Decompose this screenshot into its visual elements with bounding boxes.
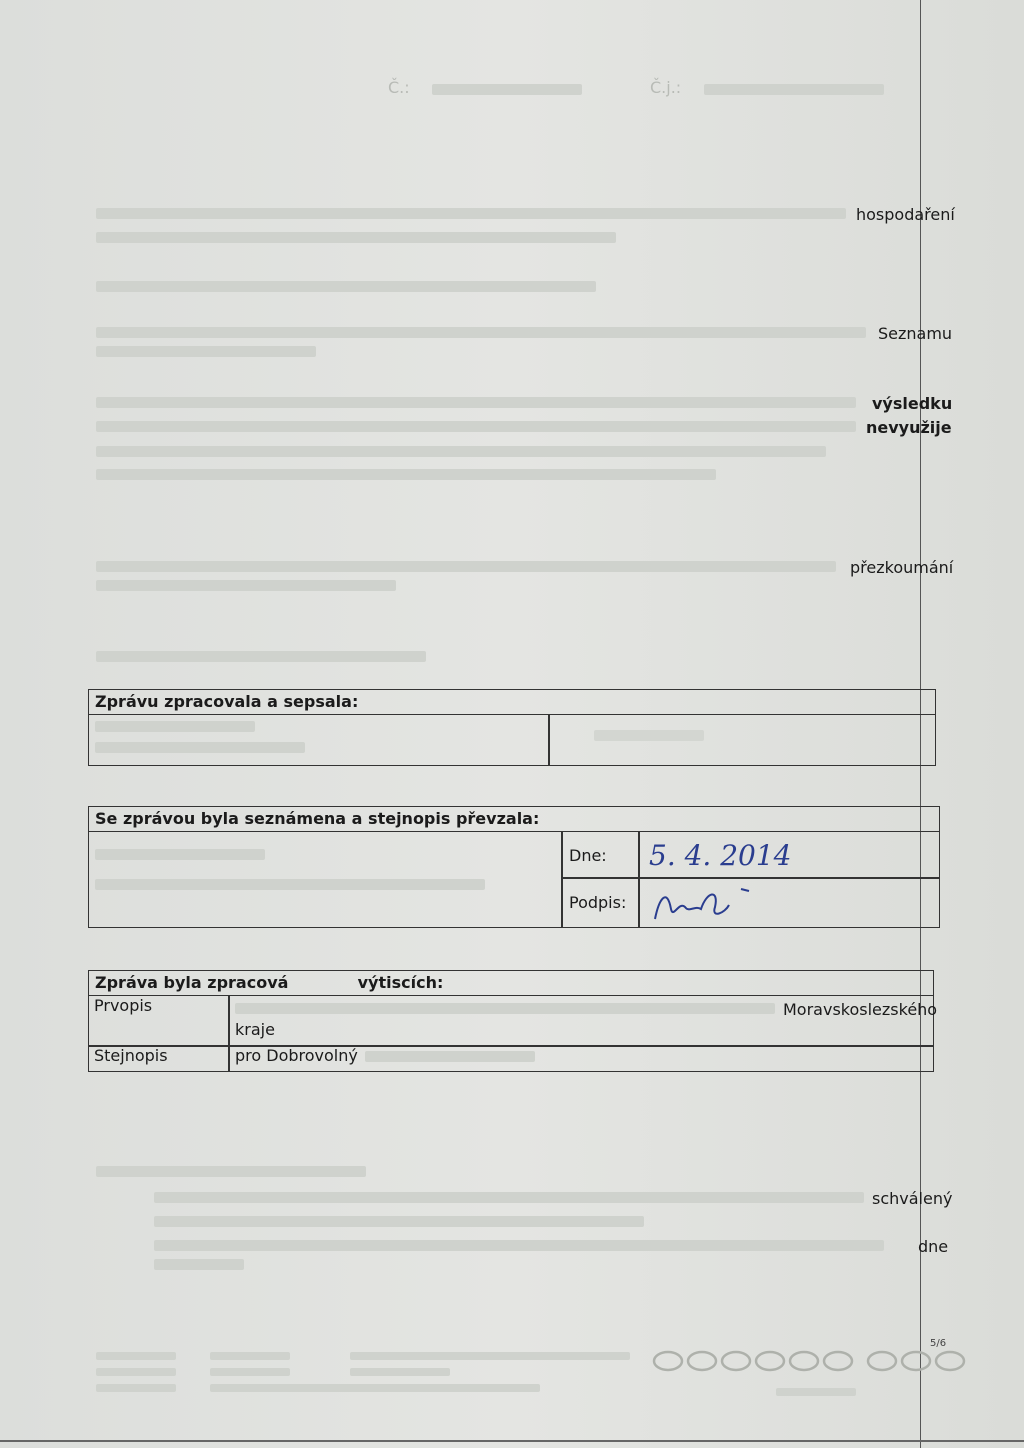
redacted-footer (96, 1352, 176, 1360)
redacted-inspector-role (95, 742, 305, 753)
footer-logo (650, 1344, 982, 1378)
redacted-header-number (432, 84, 582, 95)
page-number: 5/6 (930, 1338, 947, 1349)
box-divider (638, 831, 640, 927)
redacted-line (96, 651, 426, 662)
margin-word-hospodareni: hospodaření (856, 205, 955, 224)
redacted-footer (350, 1352, 630, 1360)
copy-label: Stejnopis (94, 1046, 168, 1065)
box-divider (228, 995, 230, 1071)
redacted-recipient-role (95, 879, 485, 890)
redacted-header-ref (704, 84, 884, 95)
redacted-line (96, 446, 826, 457)
copies-heading-part1: Zpráva byla zpracová (95, 973, 289, 992)
original-label: Prvopis (94, 996, 153, 1015)
redacted-line (96, 281, 596, 292)
scan-bottom-edge (0, 1440, 1024, 1442)
copies-heading-part2: výtiscích: (357, 973, 444, 992)
prepared-by-box (88, 689, 936, 766)
redacted-inspector-name (95, 721, 255, 732)
header-number-label: Č.: (388, 78, 410, 97)
redacted-footer (350, 1368, 450, 1376)
faded-signature (594, 730, 704, 741)
handwritten-date: 5. 4. 2014 (649, 839, 792, 872)
margin-word-prezkoumani: přezkoumání (850, 558, 954, 577)
copy-recipient: pro Dobrovolný (235, 1046, 358, 1065)
redacted-line (154, 1240, 884, 1251)
redacted-line (96, 561, 836, 572)
original-recipient-end: Moravskoslezského (783, 1000, 938, 1019)
redacted-line (96, 469, 716, 480)
redacted-line (96, 327, 866, 338)
prepared-by-heading: Zprávu zpracovala a sepsala: (89, 690, 935, 715)
redacted-line (154, 1216, 644, 1227)
redacted-line (96, 208, 846, 219)
signature-image (645, 879, 785, 927)
margin-word-dne: dne (918, 1237, 949, 1256)
acknowledged-by-box (88, 806, 940, 928)
margin-word-schvaleny: schválený (872, 1189, 953, 1208)
box-row-divider (89, 1045, 933, 1047)
redacted-footer (210, 1384, 540, 1392)
acknowledged-by-heading: Se zprávou byla seznámena a stejnopis převzala: (89, 807, 939, 832)
redacted-line (96, 1166, 366, 1177)
redacted-line (96, 232, 616, 243)
redacted-line (96, 580, 396, 591)
redacted-footer (210, 1352, 290, 1360)
margin-word-nevyuzije: nevyužije (866, 418, 952, 437)
date-label: Dne: (569, 846, 607, 865)
redacted-footer (96, 1384, 176, 1392)
redacted-line (154, 1259, 244, 1270)
redacted-recipient-name (95, 849, 265, 860)
redacted-line (154, 1192, 864, 1203)
redacted-line (96, 397, 856, 408)
redacted-footer (96, 1368, 176, 1376)
redacted-line (96, 421, 856, 432)
original-recipient-line2: kraje (235, 1020, 275, 1039)
redacted-footer (210, 1368, 290, 1376)
margin-word-seznamu: Seznamu (878, 324, 953, 343)
header-ref-label: Č.j.: (650, 78, 682, 97)
margin-word-vysledku: výsledku (872, 394, 953, 413)
redacted-footer-url (776, 1388, 856, 1396)
redacted-line (96, 346, 316, 357)
copies-box (88, 970, 938, 1072)
box-divider (561, 831, 563, 927)
box-divider (548, 714, 550, 766)
copies-heading (89, 971, 933, 996)
redacted-copy-recipient (365, 1051, 535, 1062)
signature-label: Podpis: (569, 893, 627, 912)
redacted-original-recipient (235, 1003, 775, 1014)
